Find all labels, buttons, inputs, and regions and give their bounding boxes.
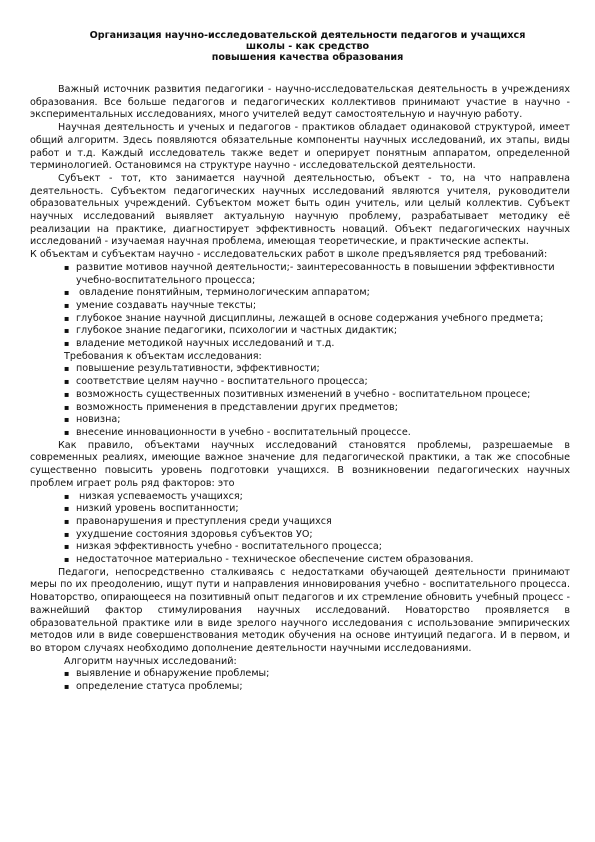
bullet-icon: ▪ — [64, 529, 70, 539]
bullet-icon: ▪ — [64, 313, 70, 323]
requirements-list — [30, 262, 570, 351]
bullet-icon: ▪ — [64, 326, 70, 336]
list-item: ▪ овладение понятийным, терминологическим аппаратом; — [64, 287, 370, 299]
bullet-icon: ▪ — [64, 288, 70, 298]
algorithm-list — [30, 668, 570, 693]
paragraph: Научная деятельность и ученых и педагогов - практиков обладает одинаковой структурой, имеет общий алгоритм. Здесь появляются обязательные компоненты научных исследований, их этапы, виды работ и т.д. Каждый исследователь также ведет и оперирует понятным аппаратом, определенной терминологией. Остановимся на структуре научно - исследовательской деятельности. — [30, 122, 570, 172]
list-item: ▪ определение статуса проблемы; — [64, 681, 243, 693]
document-body — [30, 84, 570, 694]
list-item: ▪ выявление и обнаружение проблемы; — [64, 668, 270, 680]
list-item: ▪ низкая успеваемость учащихся; — [64, 490, 243, 502]
bullet-icon: ▪ — [64, 262, 70, 272]
list-item: ▪ владение методикой научных исследований и т.д. — [64, 338, 335, 350]
list-item: ▪ глубокое знание научной дисциплины, лежащей в основе содержания учебного предмета; — [64, 312, 544, 324]
bullet-icon: ▪ — [64, 427, 70, 437]
list-item: ▪ возможность существенных позитивных изменений в учебно - воспитательном процесе; — [64, 388, 531, 400]
bullet-icon: ▪ — [64, 682, 70, 692]
list-item: ▪ ухудшение состояния здоровья субъектов УО; — [64, 528, 313, 540]
list-item: ▪ внесение инновационности в учебно - воспитательный процессе. — [64, 426, 411, 438]
subheading: Алгоритм научных исследований: — [64, 655, 237, 667]
paragraph: К объектам и субъектам научно - исследовательских работ в школе предъявляется ряд требований: — [30, 249, 548, 261]
title-line-2: школы - как средство — [245, 41, 370, 52]
paragraph: Важный источник развития педагогики - научно-исследовательская деятельность в учреждениях образования. Все больше педагогов и педагогических коллективов принимают участие в научно - экспериментальных исследованиях, много учителей ведут самостоятельную и научную работу. — [30, 84, 570, 121]
bullet-icon: ▪ — [64, 491, 70, 501]
paragraph: Педагоги, непосредственно сталкиваясь с недостатками обучающей деятельности принимают меры по их преодолению, ищут пути и направления инновирования учебно - воспитательного процесса. Новаторство, опирающееся на позитивный опыт педагогов и их стремление обновить учебный процесс - важнейший фактор стимулирования научных исследований. Новаторство проявляется в образовательной практике или в виде зрелого научного исследования с использование эмпирических методов или в виде совершенствования методик обучения на основе интуиций педагога. И в первом, и во втором случаях необходимо дополнение деятельности научными исследованиями. — [30, 566, 570, 654]
bullet-icon: ▪ — [64, 555, 70, 565]
bullet-icon: ▪ — [64, 339, 70, 349]
bullet-icon: ▪ — [64, 516, 70, 526]
factors-list — [30, 491, 570, 567]
list-item: ▪ соответствие целям научно - воспитательного процесса; — [64, 376, 368, 388]
list-item: ▪ умение создавать научные тексты; — [64, 299, 257, 311]
bullet-icon: ▪ — [64, 542, 70, 552]
list-item: ▪ низкая эффективность учебно - воспитательного процесса; — [64, 541, 383, 553]
paragraph: Субъект - тот, кто занимается научной деятельностью, объект - то, на что направлена деятельность. Субъектом педагогических научных исследований являются учителя, руководители образовательных учреждений. Субъектом может быть один учитель, или целый коллектив. Субъект научных исследований выявляет актуальную научную проблему, разрабатывает методику её реализации на практике, диагностирует эффективность новаций. Объект педагогических научных исследований - изучаемая научная проблема, имеющая теоретические, и практические аспекты. — [30, 172, 570, 248]
list-item: ▪ развитие мотивов научной деятельности;- заинтересованность в повышении эффективности учебно-воспитательного процесса; — [64, 261, 555, 286]
title-line-1: Организация научно-исследовательской деятельности педагогов и учащихся — [89, 30, 526, 41]
document-title — [40, 30, 575, 63]
object-requirements-list — [30, 363, 570, 439]
title-line-3: повышения качества образования — [211, 52, 404, 63]
list-item: ▪ новизна; — [64, 414, 121, 426]
bullet-icon: ▪ — [64, 669, 70, 679]
bullet-icon: ▪ — [64, 415, 70, 425]
bullet-icon: ▪ — [64, 389, 70, 399]
list-item: ▪ недостаточное материально - техническое обеспечение систем образования. — [64, 554, 474, 566]
paragraph: Как правило, объектами научных исследований становятся проблемы, разрешаемые в современных реалиях, имеющие важное значение для педагогической практики, а так же способные существенно повысить уровень подготовки учащихся. В возникновении педагогических научных проблем играет роль ряд факторов: это — [30, 439, 570, 489]
bullet-icon: ▪ — [64, 504, 70, 514]
bullet-icon: ▪ — [64, 300, 70, 310]
bullet-icon: ▪ — [64, 364, 70, 374]
list-item: ▪ возможность применения в представлении других предметов; — [64, 401, 398, 413]
list-item: ▪ повышение результативности, эффективности; — [64, 363, 320, 375]
bullet-icon: ▪ — [64, 377, 70, 387]
list-item: ▪ низкий уровень воспитанности; — [64, 503, 239, 515]
list-item: ▪ глубокое знание педагогики, психологии и частных дидактик; — [64, 325, 398, 337]
bullet-icon: ▪ — [64, 402, 70, 412]
list-item: ▪ правонарушения и преступления среди учащихся — [64, 515, 332, 527]
subheading: Требования к объектам исследования: — [64, 350, 262, 362]
